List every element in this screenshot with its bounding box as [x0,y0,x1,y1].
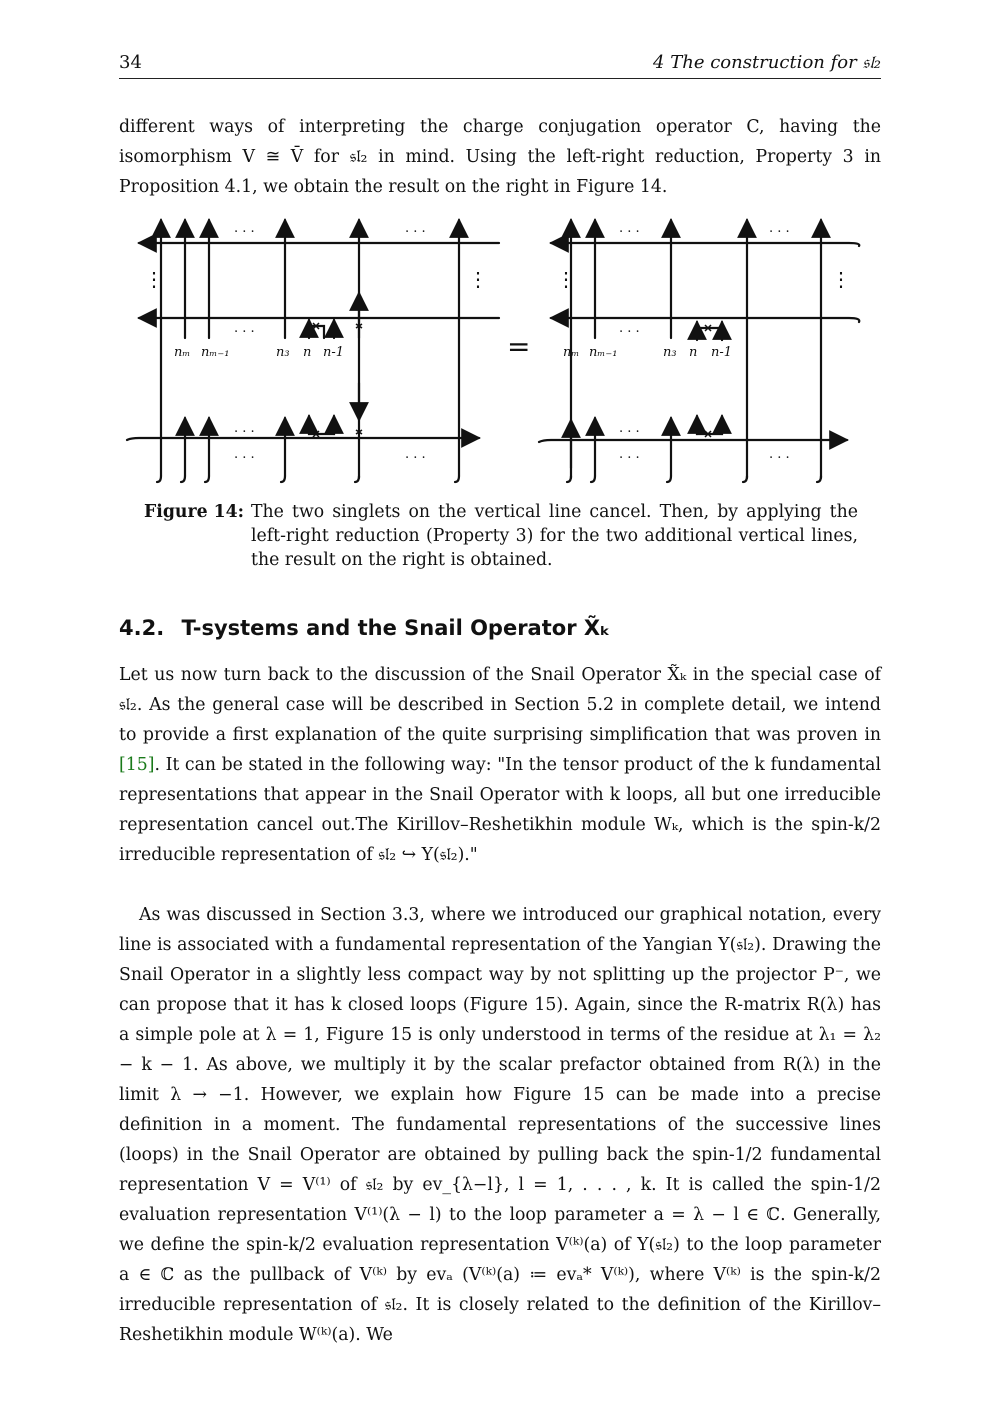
section-heading [119,616,610,640]
section-number: 4.2. [119,616,165,640]
dots-top-right-1: . . . [619,221,640,236]
label-n1-right: n-1 [711,345,733,360]
dots-bot-left-2: . . . [234,447,255,462]
caption-text: The two singlets on the vertical line cancel. Then, by applying the left-right reduction (Property 3) for the two additional vertical lines, the result on the right is obtained. [251,502,858,570]
section-title: T-systems and the Snail Operator X̃ₖ [181,616,611,640]
dots-bot-right-2: . . . [619,447,640,462]
citation-link[interactable]: [15] [119,755,155,775]
label-n-right: n [689,345,698,360]
caption-label: Figure 14: [144,502,245,522]
dots-top-right-2: . . . [769,221,790,236]
intro-paragraph: different ways of interpreting the charge conjugation operator C, having the isomorphism V ≅ V̄ for 𝔰𝔩₂ in mind. Using the left-right reduction, Property 3 in Proposition 4.1, we obtain the result on the right in Figure 14. [119,117,881,197]
paragraph-2: As was discussed in Section 3.3, where we introduced our graphical notation, every line is associated with a fundamental representation of the Yangian Y(𝔰𝔩₂). Drawing the Snail Operator in a slightly less compact way by not splitting up the projector P⁻, we can propose that it has k closed loops (Figure 15). Again, since the R-matrix R(λ) has a simple pole at λ = 1, Figure 15 is only understood in terms of the residue at λ₁ = λ₂ − k − 1. As above, we multiply it by the scalar prefactor obtained from R(λ) in the limit λ → −1. However, we explain how Figure 15 can be made into a precise definition in a moment. The fundamental representations of the successive lines (loops) in the Snail Operator are obtained by pulling back the spin-1/2 fundamental representation V = V⁽¹⁾ of 𝔰𝔩₂ by ev_{λ−l}, l = 1, . . . , k. It is called the spin-1/2 evaluation representation V⁽¹⁾(λ − l) to the loop parameter a = λ − l ∈ ℂ. Generally, we define the spin-k/2 evaluation representation V⁽ᵏ⁾(a) of Y(𝔰𝔩₂) to the loop parameter a ∈ ℂ as the pullback of V⁽ᵏ⁾ by evₐ (V⁽ᵏ⁾(a) ≔ evₐ* V⁽ᵏ⁾), where V⁽ᵏ⁾ is the spin-k/2 irreducible representation of 𝔰𝔩₂. It is closely related to the definition of the Kirillov–Reshetikhin module W⁽ᵏ⁾(a). We [119,905,881,1345]
dots-bot-right-1: . . . [619,421,640,436]
vdots-left-2: ⋮ [468,267,488,291]
label-nm-right: nₘ [563,345,580,360]
label-nm-left: nₘ [174,345,191,360]
label-n3-left: n₃ [276,345,290,360]
label-n-left: n [303,345,312,360]
dots-bot-left-3: . . . [405,447,426,462]
dots-top-left-2: . . . [405,221,426,236]
vdots-right-2: ⋮ [831,267,851,291]
dots-bot-left-1: . . . [234,421,255,436]
dots-top-left-1: . . . [234,221,255,236]
running-title: 4 The construction for 𝔰𝔩₂ [653,52,881,73]
label-n3-right: n₃ [663,345,677,360]
vdots-right-1: ⋮ [556,267,576,291]
right-diagram [539,220,859,482]
paragraph-1 [119,660,881,870]
label-n1-left: n-1 [323,345,345,360]
paragraph-1-text-b: . It can be stated in the following way: "In the tensor product of the k fundamental representations that appear in the Snail Operator with k loops, all but one irreducible representation cancel out.The Kirillov–Reshetikhin module Wₖ, which is the spin-k/2 irreducible representation of 𝔰𝔩₂ ↪ Y(𝔰𝔩₂)." [119,755,881,865]
page-number: 34 [119,52,142,73]
vdots-left-1: ⋮ [144,267,164,291]
label-nm1-left: nₘ₋₁ [201,345,230,360]
figure-14-diagram [119,208,881,498]
equals-sign: = [507,330,531,363]
running-header [119,52,881,79]
dots-bot-right-3: . . . [769,447,790,462]
dots-mid-right: . . . [619,321,640,336]
paragraph-1-text-a: Let us now turn back to the discussion of the Snail Operator X̃ₖ in the special case of 𝔰𝔩₂. As the general case will be described in Section 5.2 in complete detail, we intend to provide a first explanation of the quite surprising simplification that was proven in [119,665,881,745]
label-nm1-right: nₘ₋₁ [589,345,618,360]
dots-mid-left: . . . [234,321,255,336]
